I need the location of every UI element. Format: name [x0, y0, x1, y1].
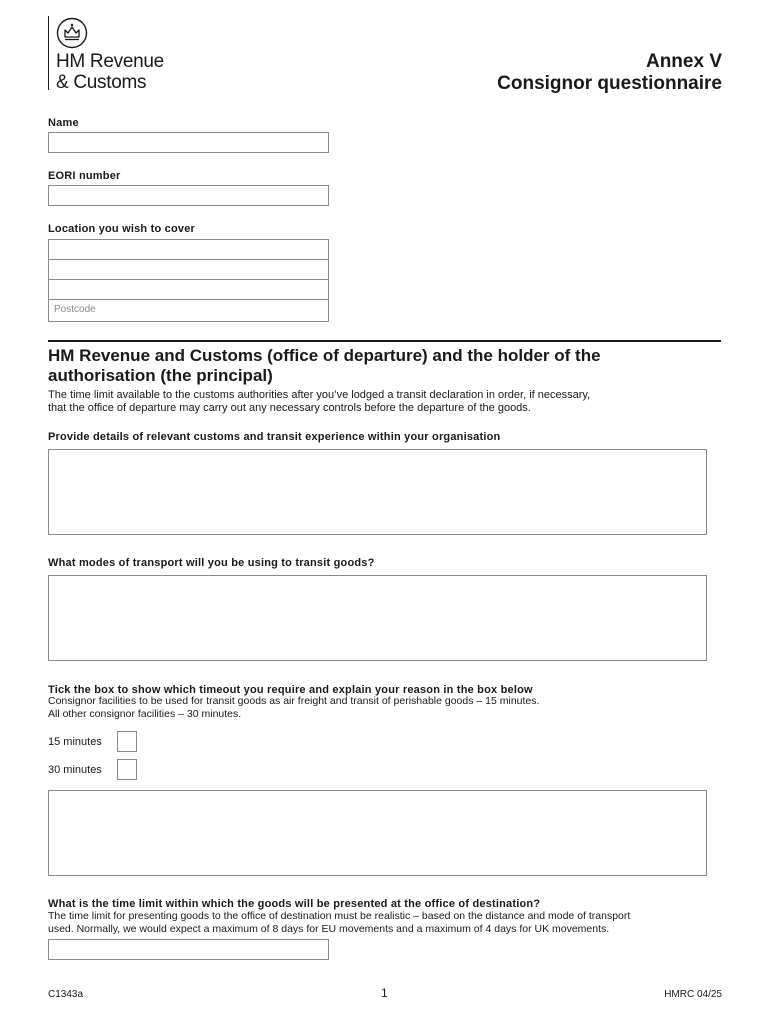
name-field[interactable]: [48, 132, 329, 153]
address-line-1-field[interactable]: [49, 240, 328, 260]
destination-info-line2: used. Normally, we would expect a maximum of 8 days for EU movements and a maximum of 4 days for UK movements.: [48, 923, 610, 935]
section-title: HM Revenue and Customs (office of departure) and the holder of the authorisation (the principal): [48, 346, 601, 385]
eori-field[interactable]: [48, 185, 329, 206]
royal-crest-icon: [56, 17, 88, 49]
transport-question: What modes of transport will you be using to transit goods?: [48, 557, 375, 569]
location-address-group: [48, 239, 329, 322]
org-name-line2: & Customs: [56, 72, 147, 93]
experience-textarea[interactable]: [48, 449, 707, 535]
timeout-info-line1: Consignor facilities to be used for transit goods as air freight and transit of perishable goods – 15 minutes.: [48, 695, 540, 707]
form-code: C1343a: [48, 989, 84, 1000]
option-15-checkbox[interactable]: [117, 731, 137, 752]
org-name-line1: HM Revenue: [56, 51, 164, 72]
timeout-reason-textarea[interactable]: [48, 790, 707, 876]
annex-label: Annex V: [645, 51, 722, 72]
postcode-placeholder: Postcode: [54, 304, 96, 315]
section-intro-line1: The time limit available to the customs authorities after you’ve lodged a transit declaration in order, if necessary,: [48, 389, 591, 401]
option-30-checkbox[interactable]: [117, 759, 137, 780]
destination-time-field[interactable]: [48, 939, 329, 960]
destination-question: What is the time limit within which the goods will be presented at the office of destination?: [48, 898, 541, 910]
logo-divider: [48, 16, 49, 90]
address-line-3-field[interactable]: [49, 280, 328, 300]
page-number: 1: [381, 986, 388, 1000]
page-title: Consignor questionnaire: [497, 73, 722, 94]
location-label: Location you wish to cover: [48, 223, 195, 235]
section-divider: [48, 340, 721, 342]
timeout-info-line2: All other consignor facilities – 30 minutes.: [48, 708, 242, 720]
postcode-field[interactable]: [49, 300, 328, 321]
name-label: Name: [48, 117, 79, 129]
form-version: HMRC 04/25: [664, 989, 722, 1000]
option-30-label: 30 minutes: [48, 764, 102, 776]
experience-question: Provide details of relevant customs and transit experience within your organisation: [48, 431, 501, 443]
section-intro-line2: that the office of departure may carry out any necessary controls before the departure of the goods.: [48, 402, 531, 414]
destination-info-line1: The time limit for presenting goods to the office of destination must be realistic – based on the distance and mode of transport: [48, 910, 631, 922]
eori-label: EORI number: [48, 170, 121, 182]
address-line-2-field[interactable]: [49, 260, 328, 280]
timeout-question: Tick the box to show which timeout you require and explain your reason in the box below: [48, 684, 533, 696]
transport-textarea[interactable]: [48, 575, 707, 661]
option-15-label: 15 minutes: [48, 736, 102, 748]
